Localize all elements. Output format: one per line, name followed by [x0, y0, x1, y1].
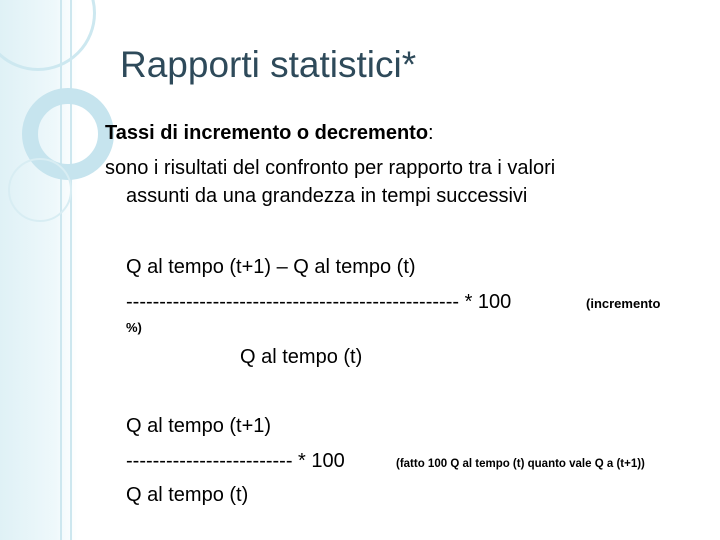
formula2-fraction-bar: ------------------------- * 100: [126, 450, 345, 472]
formula1-fraction-bar: -------------------------------------------------- * 100: [126, 291, 512, 313]
formula2-numerator: Q al tempo (t+1): [126, 415, 272, 437]
slide-title: Rapporti statistici*: [120, 44, 417, 85]
description-line-2: assunti da una grandezza in tempi successivi: [126, 185, 528, 207]
formula1-note: (incremento: [586, 296, 661, 311]
decorative-line: [70, 0, 72, 540]
formula2-note: (fatto 100 Q al tempo (t) quanto vale Q a (t+1)): [396, 458, 645, 470]
decorative-circle: [8, 158, 72, 222]
formula1-denominator: Q al tempo (t): [240, 346, 363, 368]
formula1-numerator: Q al tempo (t+1) – Q al tempo (t): [126, 256, 416, 278]
decorative-line: [60, 0, 62, 540]
formula1-note-continued: %): [126, 320, 142, 335]
description-line-1: sono i risultati del confronto per rapporto tra i valori: [105, 157, 556, 179]
decorative-stripe: [0, 0, 78, 540]
decorative-circle: [0, 0, 96, 71]
heading-text: Tassi di incremento o decremento: [105, 122, 429, 144]
formula2-denominator: Q al tempo (t): [126, 484, 249, 506]
heading-colon: :: [428, 122, 434, 144]
section-heading: [105, 121, 434, 145]
